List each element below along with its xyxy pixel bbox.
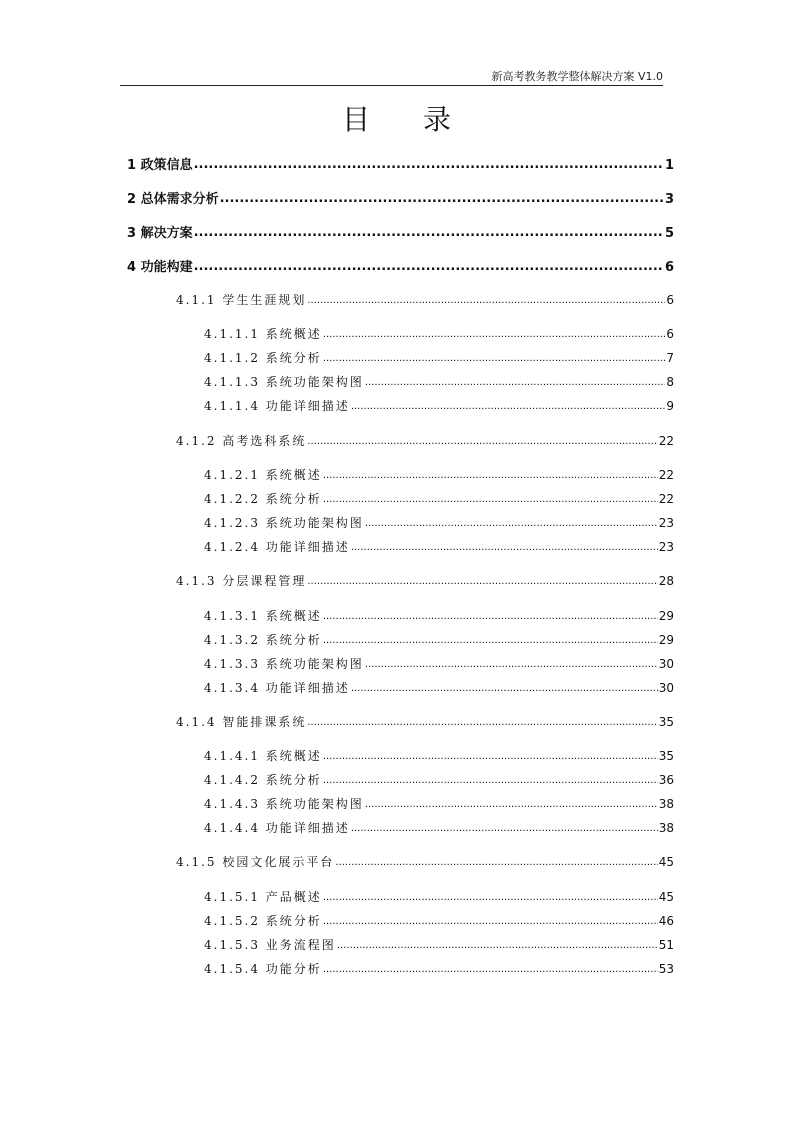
toc-leader-dots — [323, 635, 658, 646]
toc-leader-dots — [335, 857, 657, 868]
toc-entry-level3[interactable] — [204, 490, 674, 507]
toc-entry-label: 4.1.4.1 系统概述 — [204, 749, 322, 763]
toc-entry-level3[interactable] — [204, 538, 674, 555]
toc-entry-level1[interactable] — [127, 188, 674, 207]
toc-page-number: 8 — [666, 375, 674, 389]
toc-entry-label: 3 解决方案 — [127, 226, 193, 241]
toc-leader-dots — [323, 751, 658, 762]
toc-entry-label: 4.1.2.1 系统概述 — [204, 468, 322, 482]
toc-leader-dots — [194, 259, 664, 274]
toc-entry-level3[interactable] — [204, 466, 674, 483]
toc-entry-label: 4.1.5 校园文化展示平台 — [176, 855, 335, 869]
toc-entry-label: 4.1.2 高考选科系统 — [176, 434, 307, 448]
toc-entry-level3[interactable] — [204, 936, 674, 953]
toc-page-number: 45 — [658, 890, 674, 904]
toc-leader-dots — [323, 329, 666, 340]
toc-page-number: 6 — [664, 260, 674, 275]
toc-entry-label: 4.1.5.3 业务流程图 — [204, 938, 336, 952]
toc-entry-label: 4 功能构建 — [127, 260, 193, 275]
page-header — [120, 68, 663, 86]
toc-entry-label: 4.1.4.4 功能详细描述 — [204, 821, 350, 835]
toc-entry-label: 4.1.3.4 功能详细描述 — [204, 681, 350, 695]
toc-page-number: 29 — [658, 609, 674, 623]
toc-page-number: 46 — [658, 914, 674, 928]
toc-entry-level3[interactable] — [204, 747, 674, 764]
toc-entry-label: 2 总体需求分析 — [127, 192, 219, 207]
toc-entry-level3[interactable] — [204, 373, 674, 390]
toc-page-number: 35 — [658, 749, 674, 763]
toc-entry-label: 4.1.4 智能排课系统 — [176, 715, 307, 729]
toc-entry-level2[interactable] — [176, 853, 674, 870]
page-title: 目 录 — [342, 103, 473, 136]
toc-entry-label: 4.1.4.2 系统分析 — [204, 773, 322, 787]
toc-leader-dots — [323, 353, 666, 364]
toc-entry-label: 4.1.1.2 系统分析 — [204, 351, 322, 365]
toc-entry-label: 4.1.1 学生生涯规划 — [176, 293, 307, 307]
toc-entry-level2[interactable] — [176, 432, 674, 449]
toc-entry-level1[interactable] — [127, 256, 674, 275]
toc-entry-level3[interactable] — [204, 679, 674, 696]
toc-page-number: 30 — [658, 681, 674, 695]
toc-page-number: 23 — [658, 540, 674, 554]
toc-page-number: 22 — [658, 434, 674, 448]
toc-entry-level3[interactable] — [204, 888, 674, 905]
toc-entry-label: 4.1.2.2 系统分析 — [204, 492, 322, 506]
toc-entry-label: 4.1.5.2 系统分析 — [204, 914, 322, 928]
toc-entry-level3[interactable] — [204, 960, 674, 977]
toc-entry-level3[interactable] — [204, 397, 674, 414]
toc-leader-dots — [337, 940, 658, 951]
toc-entry-level3[interactable] — [204, 655, 674, 672]
toc-leader-dots — [351, 823, 658, 834]
toc-entry-label: 4.1.3.2 系统分析 — [204, 633, 322, 647]
toc-leader-dots — [351, 401, 666, 412]
toc-entry-level3[interactable] — [204, 349, 674, 366]
toc-leader-dots — [365, 377, 666, 388]
toc-leader-dots — [323, 892, 658, 903]
toc-leader-dots — [365, 518, 658, 529]
toc-page-number: 5 — [664, 226, 674, 241]
toc-leader-dots — [323, 494, 658, 505]
toc-leader-dots — [351, 683, 658, 694]
toc-entry-label: 4.1.1.4 功能详细描述 — [204, 399, 350, 413]
toc-entry-label: 4.1.3.3 系统功能架构图 — [204, 657, 364, 671]
toc-page-number: 36 — [658, 773, 674, 787]
toc-page-number: 28 — [658, 574, 674, 588]
toc-page-number: 35 — [658, 715, 674, 729]
toc-page-number: 9 — [666, 399, 674, 413]
toc-leader-dots — [307, 576, 657, 587]
toc-entry-level3[interactable] — [204, 771, 674, 788]
toc-leader-dots — [323, 611, 658, 622]
toc-page-number: 1 — [664, 158, 674, 173]
toc-leader-dots — [307, 295, 665, 306]
toc-leader-dots — [194, 157, 664, 172]
toc-leader-dots — [365, 799, 658, 810]
toc-leader-dots — [365, 659, 658, 670]
toc-entry-level3[interactable] — [204, 819, 674, 836]
toc-entry-level3[interactable] — [204, 514, 674, 531]
toc-entry-level1[interactable] — [127, 222, 674, 241]
toc-entry-label: 4.1.5.4 功能分析 — [204, 962, 322, 976]
toc-page-number: 38 — [658, 821, 674, 835]
toc-entry-label: 4.1.5.1 产品概述 — [204, 890, 322, 904]
toc-entry-label: 4.1.2.3 系统功能架构图 — [204, 516, 364, 530]
toc-page-number: 7 — [666, 351, 674, 365]
toc-entry-level3[interactable] — [204, 795, 674, 812]
toc-leader-dots — [323, 964, 658, 975]
toc-entry-level1[interactable] — [127, 154, 674, 173]
toc-entry-level2[interactable] — [176, 713, 674, 730]
toc-leader-dots — [194, 225, 664, 240]
toc-entry-label: 4.1.3.1 系统概述 — [204, 609, 322, 623]
toc-page-number: 6 — [666, 293, 674, 307]
toc-page-number: 22 — [658, 468, 674, 482]
toc-page-number: 53 — [658, 962, 674, 976]
toc-entry-level3[interactable] — [204, 912, 674, 929]
toc-leader-dots — [323, 470, 658, 481]
toc-entry-label: 1 政策信息 — [127, 158, 193, 173]
header-text: 新高考教务教学整体解决方案 V1.0 — [491, 70, 663, 83]
toc-entry-label: 4.1.3 分层课程管理 — [176, 574, 307, 588]
toc-leader-dots — [323, 775, 658, 786]
toc-leader-dots — [307, 717, 657, 728]
toc-page-number: 45 — [658, 855, 674, 869]
toc-leader-dots — [220, 191, 664, 206]
toc-page-number: 51 — [658, 938, 674, 952]
toc-leader-dots — [323, 916, 658, 927]
toc-page-number: 22 — [658, 492, 674, 506]
toc-entry-level3[interactable] — [204, 607, 674, 624]
toc-page-number: 30 — [658, 657, 674, 671]
toc-page-number: 3 — [664, 192, 674, 207]
toc-entry-level2[interactable] — [176, 572, 674, 589]
toc-entry-label: 4.1.1.3 系统功能架构图 — [204, 375, 364, 389]
toc-page-number: 6 — [666, 327, 674, 341]
toc-entry-label: 4.1.2.4 功能详细描述 — [204, 540, 350, 554]
toc-entry-label: 4.1.4.3 系统功能架构图 — [204, 797, 364, 811]
toc-entry-label: 4.1.1.1 系统概述 — [204, 327, 322, 341]
toc-page-number: 38 — [658, 797, 674, 811]
toc-page-number: 23 — [658, 516, 674, 530]
toc-entry-level3[interactable] — [204, 325, 674, 342]
toc-entry-level2[interactable] — [176, 291, 674, 308]
toc-leader-dots — [307, 436, 657, 447]
toc-leader-dots — [351, 542, 658, 553]
toc-page-number: 29 — [658, 633, 674, 647]
toc-entry-level3[interactable] — [204, 631, 674, 648]
